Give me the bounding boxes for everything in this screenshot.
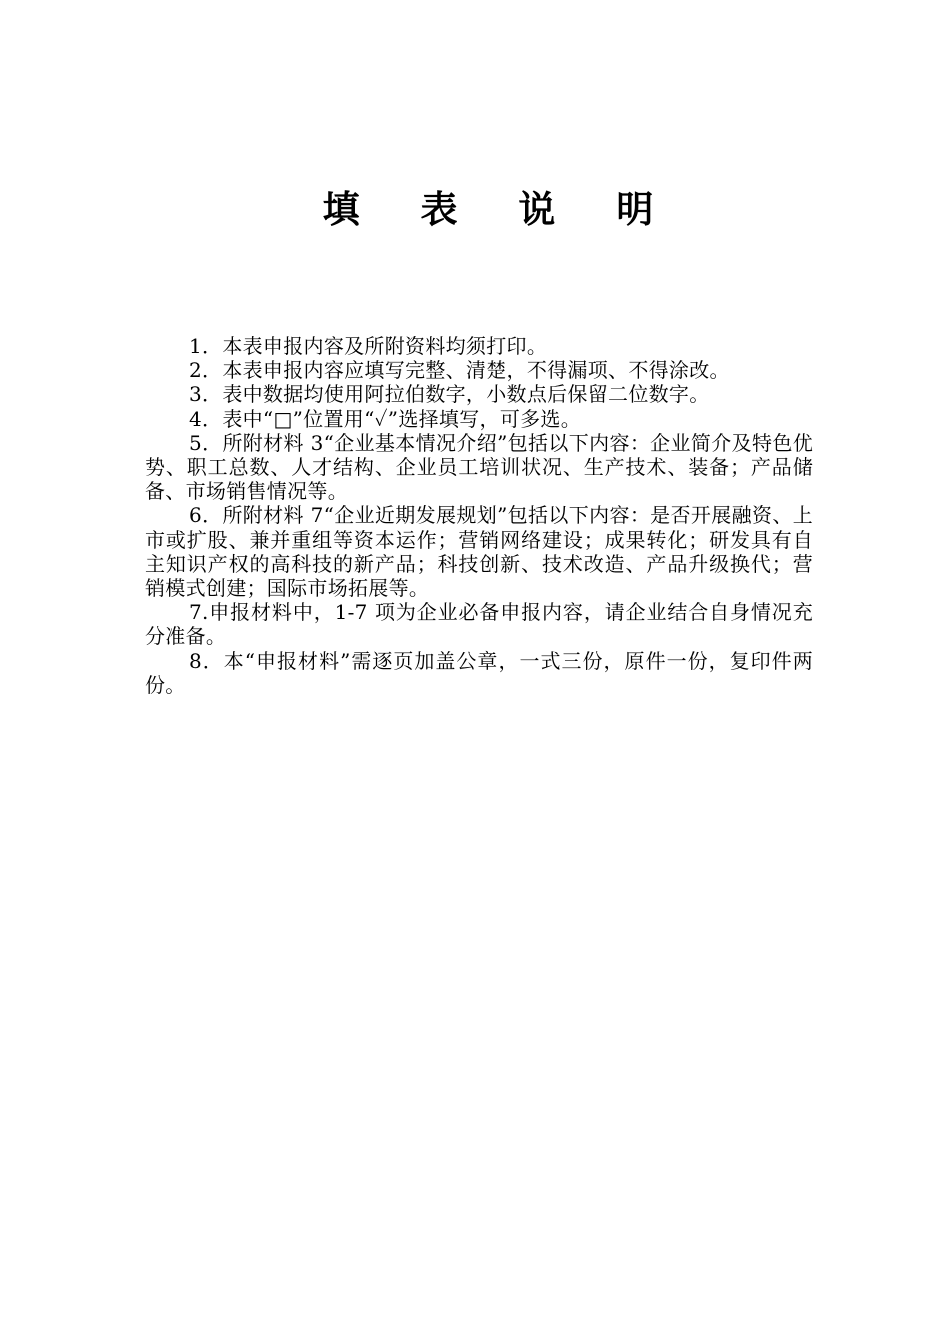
instruction-item-8: 8．本“申报材料”需逐页加盖公章，一式三份，原件一份，复印件两份。 [145,648,813,697]
instructions-list [145,334,813,697]
page-title: 填 表 说 明 [322,187,678,231]
instruction-item-7: 7.申报材料中，1-7 项为企业必备申报内容，请企业结合自身情况充分准备。 [145,600,813,649]
instruction-item-6: 6．所附材料 7“企业近期发展规划”包括以下内容：是否开展融资、上市或扩股、兼并重组等资本运作；营销网络建设；成果转化；研发具有自主知识产权的高科技的新产品；科技创新、技术改造、产品升级换代；营销模式创建；国际市场拓展等。 [145,503,813,601]
instruction-item-3: 3．表中数据均使用阿拉伯数字，小数点后保留二位数字。 [189,382,710,407]
instruction-item-5: 5．所附材料 3“企业基本情况介绍”包括以下内容：企业简介及特色优势、职工总数、人才结构、企业员工培训状况、生产技术、装备；产品储备、市场销售情况等。 [145,430,813,504]
instruction-item-2: 2．本表申报内容应填写完整、清楚，不得漏项、不得涂改。 [189,358,730,383]
instruction-item-1: 1．本表申报内容及所附资料均须打印。 [189,334,548,358]
instruction-item-4: 4．表中“□”位置用“✓”选择填写，可多选。 [189,406,582,431]
